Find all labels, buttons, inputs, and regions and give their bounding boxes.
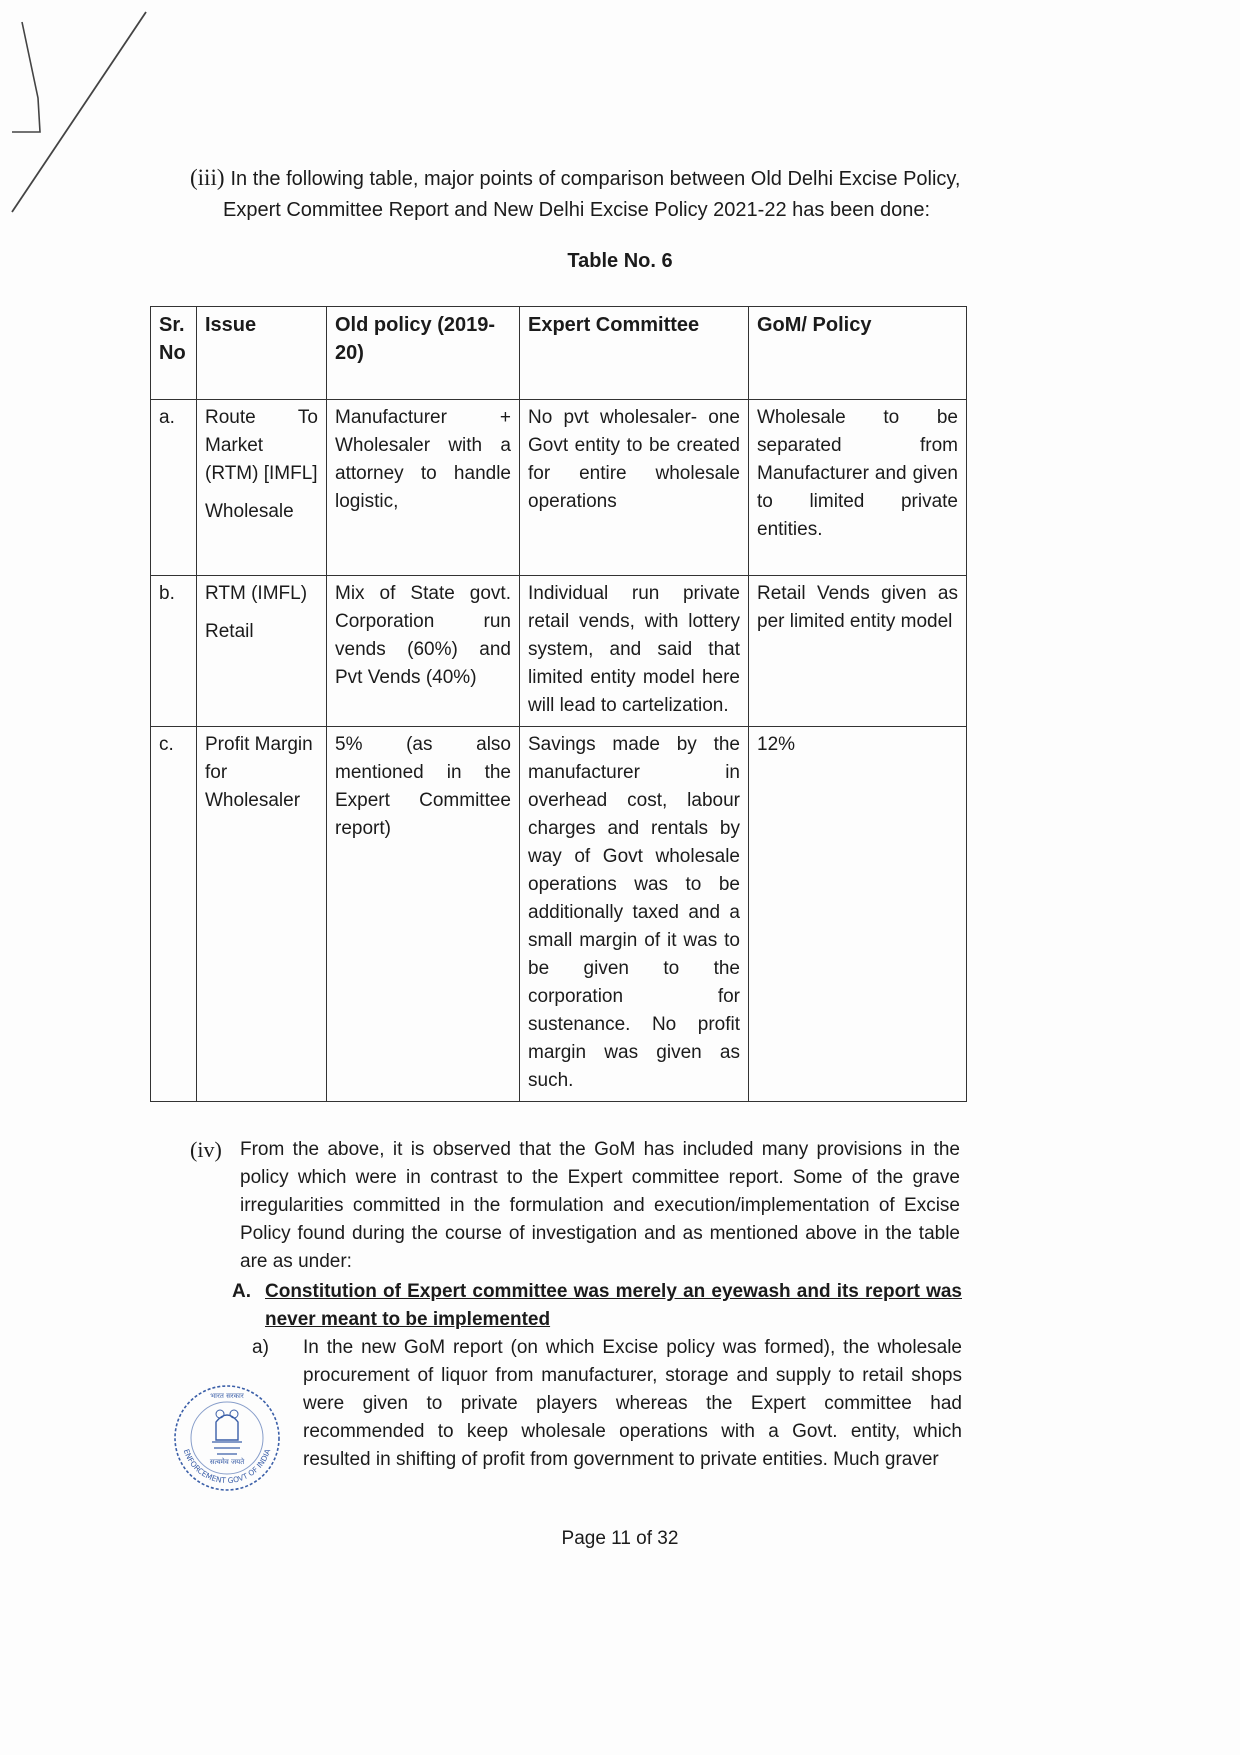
intro-line-1: In the following table, major points of comparison between Old Delhi Excise Policy, <box>230 168 961 190</box>
cell-issue: Profit Margin for Wholesaler <box>197 727 327 1102</box>
handwritten-annotation-marks <box>0 0 200 230</box>
table-row <box>151 727 967 1102</box>
issue-subtext: Retail <box>205 621 254 642</box>
cell-gom-policy: Wholesale to be separated from Manufacturer and given to limited private entities. <box>749 400 967 576</box>
intro-line-2: Expert Committee Report and New Delhi Excise Policy 2021-22 has been done: <box>223 199 931 221</box>
section-heading-a-label: A. <box>232 1281 251 1302</box>
cell-expert-committee: Individual run private retail vends, with lottery system, and said that limited entity model here will lead to cartelization. <box>520 576 749 727</box>
cell-gom-policy: Retail Vends given as per limited entity model <box>749 576 967 727</box>
point-a <box>252 1334 962 1474</box>
paragraph-iv-text: From the above, it is observed that the GoM has included many provisions in the policy which were in contrast to the Expert committee report. Some of the grave irregularities committed in the formulation and execution/implementation of Excise Policy found during the course of investigation and as mentioned above in the table are as under: <box>240 1139 960 1272</box>
cell-expert-committee: Savings made by the manufacturer in overhead cost, labour charges and rentals by way of Govt wholesale operations was to be additionally taxed and a small margin of it was to be given to the corporation for sustenance. No profit margin was given as such. <box>520 727 749 1102</box>
comparison-table <box>150 306 967 1102</box>
issue-subtext: Wholesale <box>205 501 294 522</box>
header-old-policy: Old policy (2019-20) <box>327 307 520 400</box>
issue-text: Route To Market (RTM) [IMFL] <box>205 407 318 484</box>
enforcement-directorate-seal <box>172 1380 282 1498</box>
point-a-text: In the new GoM report (on which Excise policy was formed), the wholesale procurement of liquor from manufacturer, storage and supply to retail shops were given to private players whereas the Expert committee had recommended to keep wholesale operations with a Govt. entity, which resulted in shifting of profit from government to private entities. Much graver <box>303 1337 962 1470</box>
table-row <box>151 400 967 576</box>
table-row <box>151 576 967 727</box>
cell-issue <box>197 576 327 727</box>
svg-text:भारत सरकार: भारत सरकार <box>210 1392 244 1400</box>
header-sr-no: Sr. No <box>151 307 197 400</box>
section-heading-a <box>232 1278 962 1334</box>
point-a-label: a) <box>252 1337 269 1358</box>
svg-text:ENFORCEMENT GOVT OF INDIA: ENFORCEMENT GOVT OF INDIA <box>181 1447 273 1486</box>
paragraph-iv <box>190 1136 960 1276</box>
cell-expert-committee: No pvt wholesaler- one Govt entity to be created for entire wholesale operations <box>520 400 749 576</box>
cell-sr: c. <box>151 727 197 1102</box>
table-caption: Table No. 6 <box>567 250 673 272</box>
paragraph-iv-number: (iv) <box>190 1137 222 1162</box>
cell-old-policy: 5% (as also mentioned in the Expert Committee report) <box>327 727 520 1102</box>
svg-text:सत्यमेव जयते: सत्यमेव जयते <box>209 1458 245 1466</box>
cell-issue <box>197 400 327 576</box>
header-expert-committee: Expert Committee <box>520 307 749 400</box>
header-gom-policy: GoM/ Policy <box>749 307 967 400</box>
cell-old-policy: Mix of State govt. Corporation run vends (60%) and Pvt Vends (40%) <box>327 576 520 727</box>
table-header-row <box>151 307 967 400</box>
cell-sr: a. <box>151 400 197 576</box>
issue-text: RTM (IMFL) <box>205 583 308 604</box>
cell-old-policy: Manufacturer + Wholesaler with a attorney to handle logistic, <box>327 400 520 576</box>
header-issue: Issue <box>197 307 327 400</box>
intro-number: (iii) <box>190 165 225 190</box>
intro-paragraph <box>190 162 980 226</box>
cell-sr: b. <box>151 576 197 727</box>
section-heading-a-text: Constitution of Expert committee was merely an eyewash and its report was never meant to be implemented <box>265 1281 962 1330</box>
cell-gom-policy: 12% <box>749 727 967 1102</box>
page-number-footer: Page 11 of 32 <box>561 1528 679 1549</box>
